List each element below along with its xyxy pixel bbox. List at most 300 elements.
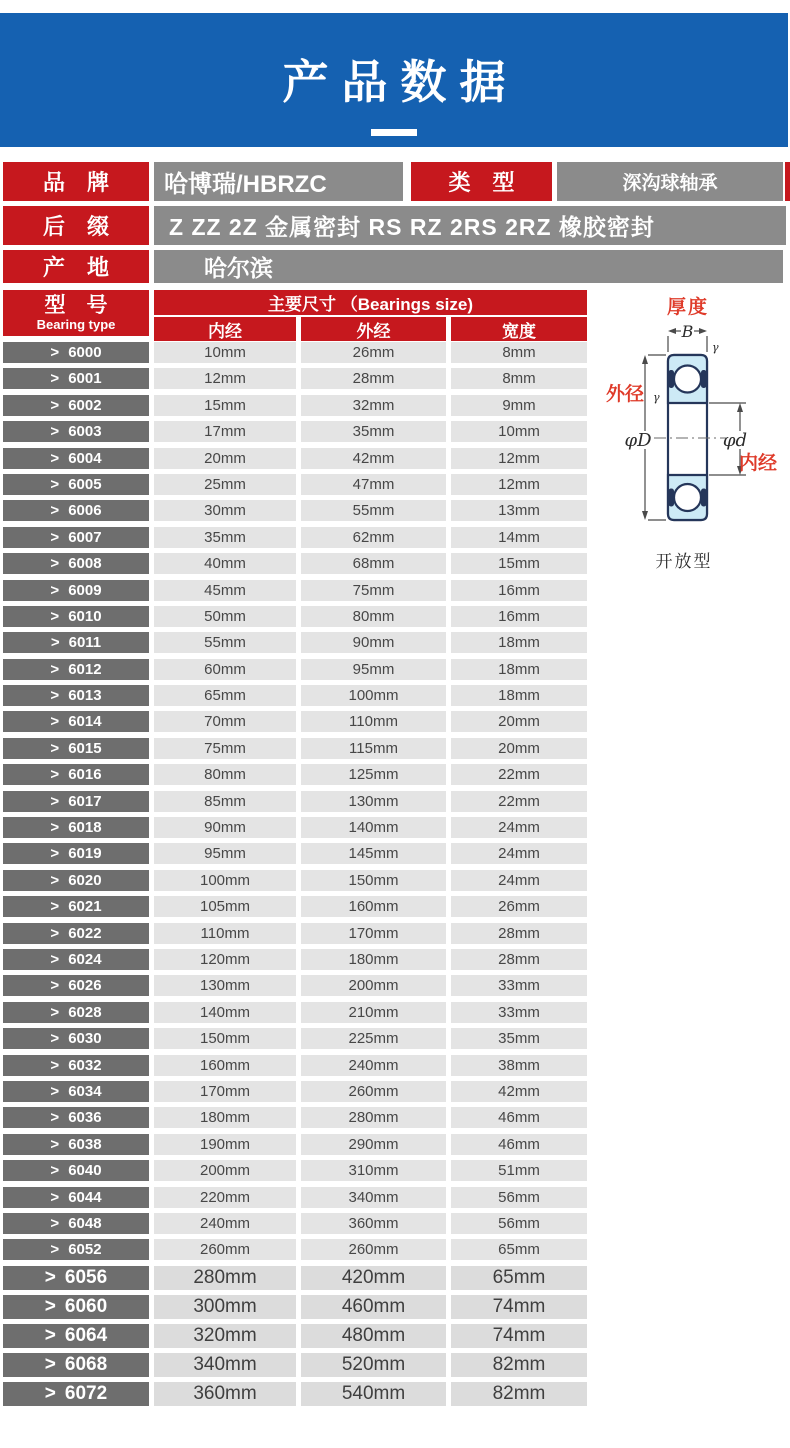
- inner-diameter-cell: 15mm: [154, 395, 296, 416]
- model-cell: [3, 500, 149, 521]
- width-cell: 22mm: [451, 791, 587, 812]
- chevron-icon: >: [50, 950, 60, 968]
- chevron-icon: >: [50, 423, 60, 441]
- model-cell: [3, 1353, 149, 1377]
- model-number: 6028: [68, 1003, 102, 1021]
- width-cell: 51mm: [451, 1160, 587, 1181]
- inner-diameter-cell: 85mm: [154, 791, 296, 812]
- chevron-icon: >: [50, 871, 60, 889]
- table-row: [0, 764, 790, 785]
- inner-diameter-cell: 25mm: [154, 474, 296, 495]
- model-number: 6000: [68, 344, 102, 361]
- chevron-icon: >: [50, 370, 60, 388]
- model-cell: [3, 1295, 149, 1319]
- width-cell: 20mm: [451, 711, 587, 732]
- inner-diameter-cell: 95mm: [154, 843, 296, 864]
- width-cell: 82mm: [451, 1382, 587, 1406]
- chevron-icon: >: [50, 555, 60, 573]
- model-number: 6006: [68, 502, 102, 520]
- chevron-icon: >: [44, 1324, 56, 1346]
- model-cell: [3, 395, 149, 416]
- model-cell: [3, 685, 149, 706]
- model-cell: [3, 606, 149, 627]
- table-row: [0, 817, 790, 838]
- table-row: [0, 949, 790, 970]
- width-cell: 28mm: [451, 923, 587, 944]
- model-number: 6020: [68, 871, 102, 889]
- suffix-label: 后 缀: [3, 206, 149, 245]
- inner-diameter-cell: 280mm: [154, 1266, 296, 1290]
- inner-diameter-label: 内经: [738, 453, 778, 474]
- inner-diameter-cell: 35mm: [154, 527, 296, 548]
- outer-diameter-cell: 140mm: [301, 817, 446, 838]
- width-cell: 28mm: [451, 949, 587, 970]
- model-number: 6060: [64, 1295, 108, 1317]
- phi-d-label: φd: [722, 430, 748, 451]
- chevron-icon: >: [50, 475, 60, 493]
- inner-diameter-cell: 110mm: [154, 923, 296, 944]
- inner-diameter-cell: 50mm: [154, 606, 296, 627]
- width-cell: 12mm: [451, 448, 587, 469]
- chevron-icon: >: [50, 687, 60, 705]
- table-row: [0, 1134, 790, 1155]
- model-number: 6030: [68, 1030, 102, 1048]
- chevron-icon: >: [50, 845, 60, 863]
- chevron-icon: >: [50, 924, 60, 942]
- table-row: [0, 1028, 790, 1049]
- width-cell: 74mm: [451, 1324, 587, 1348]
- table-row: [0, 1295, 790, 1319]
- model-number: 6032: [68, 1056, 102, 1074]
- inner-diameter-cell: 65mm: [154, 685, 296, 706]
- outer-diameter-cell: 210mm: [301, 1002, 446, 1023]
- model-cell: [3, 923, 149, 944]
- inner-diameter-cell: 260mm: [154, 1239, 296, 1260]
- model-cell: [3, 764, 149, 785]
- brand-label: 品 牌: [3, 162, 149, 201]
- inner-diameter-cell: 20mm: [154, 448, 296, 469]
- width-cell: 12mm: [451, 474, 587, 495]
- inner-diameter-cell: 150mm: [154, 1028, 296, 1049]
- model-cell: [3, 1081, 149, 1102]
- model-number: 6048: [68, 1214, 102, 1232]
- inner-diameter-cell: 160mm: [154, 1055, 296, 1076]
- table-row: [0, 606, 790, 627]
- width-cell: 10mm: [451, 421, 587, 442]
- model-number: 6024: [68, 950, 102, 968]
- table-row: [0, 923, 790, 944]
- outer-diameter-cell: 115mm: [301, 738, 446, 759]
- model-number: 6038: [68, 1135, 102, 1153]
- inner-diameter-cell: 200mm: [154, 1160, 296, 1181]
- width-cell: 22mm: [451, 764, 587, 785]
- outer-diameter-cell: 80mm: [301, 606, 446, 627]
- width-cell: 18mm: [451, 632, 587, 653]
- outer-diameter-cell: 520mm: [301, 1353, 446, 1377]
- inner-diameter-cell: 80mm: [154, 764, 296, 785]
- chevron-icon: >: [50, 449, 60, 467]
- model-number: 6014: [68, 713, 102, 731]
- table-row: [0, 632, 790, 653]
- table-row: [0, 1160, 790, 1181]
- width-cell: 82mm: [451, 1353, 587, 1377]
- model-header-cn: 型 号: [44, 294, 108, 317]
- inner-diameter-cell: 170mm: [154, 1081, 296, 1102]
- table-row: [0, 1239, 790, 1260]
- inner-diameter-cell: 75mm: [154, 738, 296, 759]
- model-number: 6001: [68, 370, 102, 388]
- title-underline-dash: [371, 129, 417, 136]
- model-number: 6010: [68, 607, 102, 625]
- inner-diameter-cell: 120mm: [154, 949, 296, 970]
- table-row: [0, 1055, 790, 1076]
- model-cell: [3, 1107, 149, 1128]
- model-number: 6016: [68, 766, 102, 784]
- model-number: 6003: [68, 423, 102, 441]
- suffix-value: Z ZZ 2Z 金属密封 RS RZ 2RS 2RZ 橡胶密封: [154, 206, 786, 245]
- inner-diameter-cell: 17mm: [154, 421, 296, 442]
- model-number: 6040: [68, 1162, 102, 1180]
- phi-D-label: φD: [624, 430, 652, 451]
- chevron-icon: >: [50, 819, 60, 837]
- width-cell: 65mm: [451, 1239, 587, 1260]
- outer-diameter-cell: 95mm: [301, 659, 446, 680]
- chevron-icon: >: [50, 396, 60, 414]
- model-number: 6005: [68, 475, 102, 493]
- table-row: [0, 1187, 790, 1208]
- table-row: [0, 843, 790, 864]
- outer-diameter-cell: 260mm: [301, 1081, 446, 1102]
- table-row: [0, 738, 790, 759]
- chevron-icon: >: [50, 713, 60, 731]
- chevron-icon: >: [44, 1382, 56, 1404]
- width-cell: 24mm: [451, 817, 587, 838]
- model-number: 6013: [68, 687, 102, 705]
- chevron-icon: >: [50, 739, 60, 757]
- inner-diameter-cell: 55mm: [154, 632, 296, 653]
- thickness-label: 厚度: [666, 297, 710, 318]
- model-number: 6009: [68, 581, 102, 599]
- table-row: [0, 975, 790, 996]
- table-row: [0, 870, 790, 891]
- table-row: [0, 1324, 790, 1348]
- width-cell: 13mm: [451, 500, 587, 521]
- outer-diameter-cell: 360mm: [301, 1213, 446, 1234]
- model-number: 6008: [68, 555, 102, 573]
- model-cell: [3, 817, 149, 838]
- model-cell: [3, 870, 149, 891]
- model-cell: [3, 1055, 149, 1076]
- table-row: [0, 896, 790, 917]
- inner-diameter-cell: 180mm: [154, 1107, 296, 1128]
- outer-diameter-cell: 180mm: [301, 949, 446, 970]
- outer-diameter-cell: 150mm: [301, 870, 446, 891]
- gamma-top-icon: γ: [712, 341, 719, 354]
- type-value: 深沟球轴承: [557, 162, 783, 201]
- width-cell: 16mm: [451, 606, 587, 627]
- model-cell: [3, 1134, 149, 1155]
- width-cell: 46mm: [451, 1134, 587, 1155]
- model-number: 6026: [68, 977, 102, 995]
- inner-diameter-cell: 90mm: [154, 817, 296, 838]
- width-cell: 35mm: [451, 1028, 587, 1049]
- width-cell: 42mm: [451, 1081, 587, 1102]
- table-row: [0, 1107, 790, 1128]
- model-cell: [3, 342, 149, 363]
- outer-diameter-cell: 68mm: [301, 553, 446, 574]
- width-cell: 18mm: [451, 685, 587, 706]
- width-cell: 56mm: [451, 1213, 587, 1234]
- gamma-left-icon: γ: [653, 391, 660, 404]
- outer-diameter-cell: 90mm: [301, 632, 446, 653]
- chevron-icon: >: [50, 977, 60, 995]
- outer-diameter-cell: 310mm: [301, 1160, 446, 1181]
- model-number: 6018: [68, 819, 102, 837]
- model-number: 6012: [68, 660, 102, 678]
- inner-diameter-cell: 30mm: [154, 500, 296, 521]
- model-column-header: [3, 290, 149, 336]
- inner-diameter-cell: 70mm: [154, 711, 296, 732]
- model-cell: [3, 421, 149, 442]
- inner-diameter-cell: 300mm: [154, 1295, 296, 1319]
- inner-diameter-cell: 130mm: [154, 975, 296, 996]
- model-cell: [3, 659, 149, 680]
- model-number: 6019: [68, 845, 102, 863]
- origin-label: 产 地: [3, 250, 149, 283]
- model-cell: [3, 1028, 149, 1049]
- chevron-icon: >: [50, 1082, 60, 1100]
- width-cell: 56mm: [451, 1187, 587, 1208]
- outer-diameter-cell: 62mm: [301, 527, 446, 548]
- inner-diameter-cell: 40mm: [154, 553, 296, 574]
- outer-diameter-cell: 26mm: [301, 342, 446, 363]
- width-cell: 14mm: [451, 527, 587, 548]
- outer-diameter-cell: 55mm: [301, 500, 446, 521]
- brand-value: 哈博瑞/HBRZC: [154, 162, 403, 201]
- model-header-en: Bearing type: [36, 317, 116, 332]
- model-number: 6072: [64, 1382, 108, 1404]
- model-number: 6052: [68, 1241, 102, 1259]
- inner-diameter-cell: 320mm: [154, 1324, 296, 1348]
- bearing-cross-section: [580, 280, 790, 590]
- origin-value: 哈尔滨: [154, 250, 783, 283]
- outer-diameter-cell: 160mm: [301, 896, 446, 917]
- table-row: [0, 791, 790, 812]
- model-cell: [3, 1187, 149, 1208]
- outer-diameter-cell: 280mm: [301, 1107, 446, 1128]
- outer-diameter-cell: 110mm: [301, 711, 446, 732]
- width-cell: 20mm: [451, 738, 587, 759]
- outer-diameter-cell: 130mm: [301, 791, 446, 812]
- chevron-icon: >: [50, 1030, 60, 1048]
- model-cell: [3, 843, 149, 864]
- width-cell: 38mm: [451, 1055, 587, 1076]
- inner-diameter-cell: 220mm: [154, 1187, 296, 1208]
- model-cell: [3, 711, 149, 732]
- width-cell: 15mm: [451, 553, 587, 574]
- table-row: [0, 711, 790, 732]
- inner-diameter-cell: 340mm: [154, 1353, 296, 1377]
- model-number: 6011: [68, 634, 102, 652]
- model-number: 6044: [68, 1188, 102, 1206]
- width-cell: 8mm: [451, 368, 587, 389]
- chevron-icon: >: [50, 634, 60, 652]
- outer-diameter-cell: 240mm: [301, 1055, 446, 1076]
- chevron-icon: >: [50, 1241, 60, 1259]
- inner-diameter-cell: 190mm: [154, 1134, 296, 1155]
- chevron-icon: >: [50, 502, 60, 520]
- outer-diameter-cell: 340mm: [301, 1187, 446, 1208]
- table-row: [0, 1081, 790, 1102]
- chevron-icon: >: [50, 1003, 60, 1021]
- chevron-icon: >: [50, 1109, 60, 1127]
- model-number: 6034: [68, 1082, 102, 1100]
- model-number: 6002: [68, 396, 102, 414]
- outer-diameter-cell: 460mm: [301, 1295, 446, 1319]
- table-row: [0, 1382, 790, 1406]
- model-cell: [3, 738, 149, 759]
- inner-diameter-cell: 60mm: [154, 659, 296, 680]
- chevron-icon: >: [50, 792, 60, 810]
- chevron-icon: >: [50, 581, 60, 599]
- width-cell: 74mm: [451, 1295, 587, 1319]
- open-type-label: 开放型: [655, 552, 713, 571]
- outer-diameter-label: 外径: [605, 384, 645, 405]
- model-number: 6015: [68, 739, 102, 757]
- model-cell: [3, 1213, 149, 1234]
- width-cell: 16mm: [451, 580, 587, 601]
- model-number: 6021: [68, 898, 102, 916]
- outer-diameter-cell: 100mm: [301, 685, 446, 706]
- inner-diameter-cell: 240mm: [154, 1213, 296, 1234]
- chevron-icon: >: [50, 898, 60, 916]
- chevron-icon: >: [44, 1266, 56, 1288]
- model-number: 6022: [68, 924, 102, 942]
- outer-diameter-cell: 420mm: [301, 1266, 446, 1290]
- model-cell: [3, 1382, 149, 1406]
- width-cell: 9mm: [451, 395, 587, 416]
- size-header: 主要尺寸 （Bearings size): [154, 290, 587, 315]
- model-number: 6004: [68, 449, 102, 467]
- model-cell: [3, 896, 149, 917]
- model-cell: [3, 949, 149, 970]
- model-cell: [3, 527, 149, 548]
- model-cell: [3, 1324, 149, 1348]
- model-cell: [3, 975, 149, 996]
- outer-diameter-cell: 145mm: [301, 843, 446, 864]
- chevron-icon: >: [44, 1295, 56, 1317]
- width-cell: 26mm: [451, 896, 587, 917]
- chevron-icon: >: [50, 1135, 60, 1153]
- inner-diameter-cell: 12mm: [154, 368, 296, 389]
- outer-diameter-cell: 42mm: [301, 448, 446, 469]
- model-cell: [3, 791, 149, 812]
- table-row: [0, 685, 790, 706]
- inner-diameter-cell: 105mm: [154, 896, 296, 917]
- col-header-inner: 内经: [154, 317, 296, 341]
- inner-diameter-cell: 100mm: [154, 870, 296, 891]
- chevron-icon: >: [44, 1353, 56, 1375]
- bearing-diagram: [580, 280, 790, 590]
- model-number: 6007: [68, 528, 102, 546]
- inner-diameter-cell: 140mm: [154, 1002, 296, 1023]
- model-cell: [3, 1002, 149, 1023]
- outer-diameter-cell: 35mm: [301, 421, 446, 442]
- model-number: 6056: [64, 1266, 108, 1288]
- model-cell: [3, 580, 149, 601]
- header-banner: [0, 13, 788, 147]
- inner-diameter-cell: 10mm: [154, 342, 296, 363]
- table-row: [0, 1266, 790, 1290]
- outer-diameter-cell: 28mm: [301, 368, 446, 389]
- model-cell: [3, 1239, 149, 1260]
- outer-diameter-cell: 47mm: [301, 474, 446, 495]
- table-row: [0, 1353, 790, 1377]
- model-number: 6017: [68, 792, 102, 810]
- type-label: 类 型: [411, 162, 552, 201]
- col-header-width: 宽度: [451, 317, 587, 341]
- width-cell: 18mm: [451, 659, 587, 680]
- model-cell: [3, 474, 149, 495]
- model-number: 6068: [64, 1353, 108, 1375]
- inner-diameter-cell: 45mm: [154, 580, 296, 601]
- col-header-outer: 外经: [301, 317, 446, 341]
- chevron-icon: >: [50, 528, 60, 546]
- model-cell: [3, 1266, 149, 1290]
- outer-diameter-cell: 480mm: [301, 1324, 446, 1348]
- model-cell: [3, 632, 149, 653]
- outer-diameter-cell: 225mm: [301, 1028, 446, 1049]
- width-cell: 24mm: [451, 843, 587, 864]
- right-edge-accent: [785, 162, 790, 201]
- inner-diameter-cell: 360mm: [154, 1382, 296, 1406]
- outer-diameter-cell: 32mm: [301, 395, 446, 416]
- chevron-icon: >: [50, 1214, 60, 1232]
- chevron-icon: >: [50, 1056, 60, 1074]
- model-cell: [3, 1160, 149, 1181]
- outer-diameter-cell: 260mm: [301, 1239, 446, 1260]
- width-cell: 65mm: [451, 1266, 587, 1290]
- width-cell: 33mm: [451, 975, 587, 996]
- page-title: 产品数据: [282, 56, 519, 108]
- outer-diameter-cell: 75mm: [301, 580, 446, 601]
- model-cell: [3, 553, 149, 574]
- chevron-icon: >: [50, 1162, 60, 1180]
- chevron-icon: >: [50, 766, 60, 784]
- chevron-icon: >: [50, 607, 60, 625]
- outer-diameter-cell: 125mm: [301, 764, 446, 785]
- width-cell: 8mm: [451, 342, 587, 363]
- width-cell: 46mm: [451, 1107, 587, 1128]
- b-dim-label: B: [681, 322, 694, 341]
- model-cell: [3, 368, 149, 389]
- width-cell: 33mm: [451, 1002, 587, 1023]
- width-cell: 24mm: [451, 870, 587, 891]
- outer-diameter-cell: 290mm: [301, 1134, 446, 1155]
- chevron-icon: >: [50, 1188, 60, 1206]
- outer-diameter-cell: 170mm: [301, 923, 446, 944]
- model-number: 6064: [64, 1324, 108, 1346]
- chevron-icon: >: [50, 344, 60, 361]
- table-row: [0, 659, 790, 680]
- outer-diameter-cell: 200mm: [301, 975, 446, 996]
- model-cell: [3, 448, 149, 469]
- table-row: [0, 1002, 790, 1023]
- table-row: [0, 1213, 790, 1234]
- chevron-icon: >: [50, 660, 60, 678]
- outer-diameter-cell: 540mm: [301, 1382, 446, 1406]
- model-number: 6036: [68, 1109, 102, 1127]
